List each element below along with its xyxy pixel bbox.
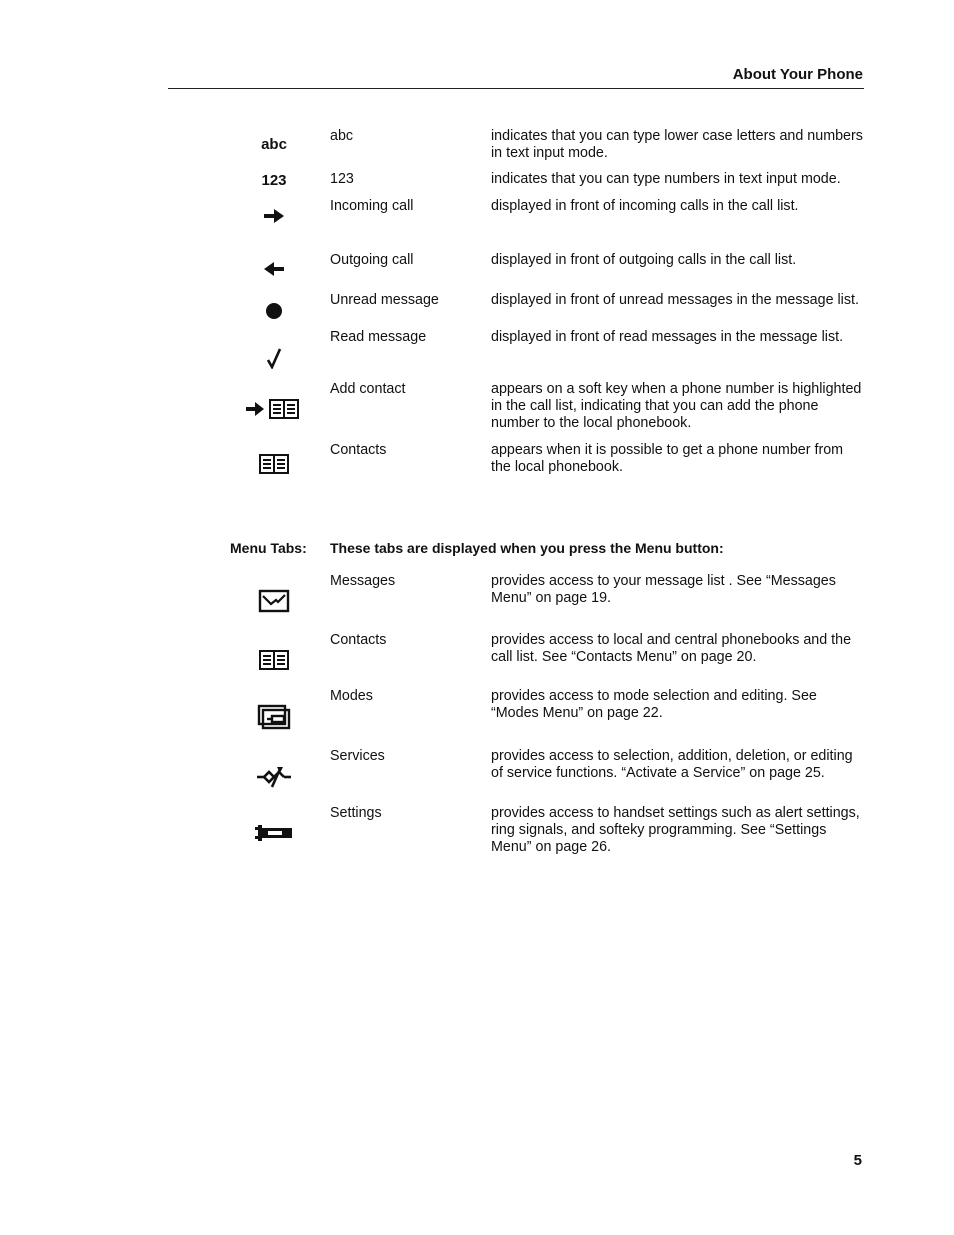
add-contact-icon	[246, 397, 302, 421]
menu-tab-description: provides access to your message list . See “Messages Menu” on page 19.	[491, 573, 836, 606]
icon-description: appears on a soft key when a phone number is highlighted in the call list, indicating that you can add the phone number to the local phonebook.	[491, 381, 862, 431]
envelope-icon	[258, 589, 290, 613]
icon-description: indicates that you can type lower case letters and numbers in text input mode.	[491, 128, 863, 161]
page-number: 5	[853, 1152, 862, 1169]
icon-description: appears when it is possible to get a phone number from the local phonebook.	[491, 442, 844, 475]
icon-name: Contacts	[330, 442, 387, 458]
menu-tabs-label: Menu Tabs:	[230, 540, 307, 556]
menu-tab-description: provides access to selection, addition, deletion, or editing of service functions. “Activate a Service” on page 25.	[491, 748, 853, 781]
menu-tab-description: provides access to handset settings such as alert settings, ring signals, and softeky programming. See “Settings Menu” on page 26.	[491, 805, 860, 855]
icon-description: displayed in front of outgoing calls in the call list.	[491, 252, 797, 268]
menu-tab-name: Modes	[330, 688, 373, 704]
icon-name: Incoming call	[330, 198, 414, 214]
arrow-left-icon	[263, 261, 285, 277]
wrench-icon	[254, 823, 294, 843]
icon-description: indicates that you can type numbers in text input mode.	[491, 171, 841, 187]
phonebook-icon	[258, 452, 290, 476]
icon-name: abc	[330, 128, 354, 144]
icon-description: displayed in front of unread messages in the message list.	[491, 292, 859, 308]
icon-name: Add contact	[330, 381, 406, 397]
abc-text-icon: abc	[261, 135, 287, 153]
running-header-title: About Your Phone	[732, 66, 863, 83]
icon-name: Unread message	[330, 292, 439, 308]
filled-dot-icon	[265, 302, 283, 320]
modes-icon	[257, 704, 291, 730]
arrow-right-icon	[263, 208, 285, 224]
phonebook-icon	[258, 648, 290, 672]
menu-tab-name: Settings	[330, 805, 382, 821]
icon-description: displayed in front of read messages in the message list.	[491, 329, 844, 345]
icon-description: displayed in front of incoming calls in the call list.	[491, 198, 799, 214]
checkmark-icon	[266, 347, 282, 369]
icon-name: Read message	[330, 329, 427, 345]
icon-name: 123	[330, 171, 354, 187]
menu-tab-description: provides access to local and central phonebooks and the call list. See “Contacts Menu” on page 20.	[491, 632, 852, 665]
menu-tabs-intro: These tabs are displayed when you press the Menu button:	[330, 540, 724, 556]
icon-name: Outgoing call	[330, 252, 414, 268]
menu-tab-name: Contacts	[330, 632, 387, 648]
123-text-icon: 123	[261, 171, 287, 189]
header-rule	[168, 88, 864, 89]
menu-tab-name: Services	[330, 748, 385, 764]
menu-tab-description: provides access to mode selection and editing. See “Modes Menu” on page 22.	[491, 688, 817, 721]
services-icon	[255, 763, 293, 791]
menu-tab-name: Messages	[330, 573, 396, 589]
